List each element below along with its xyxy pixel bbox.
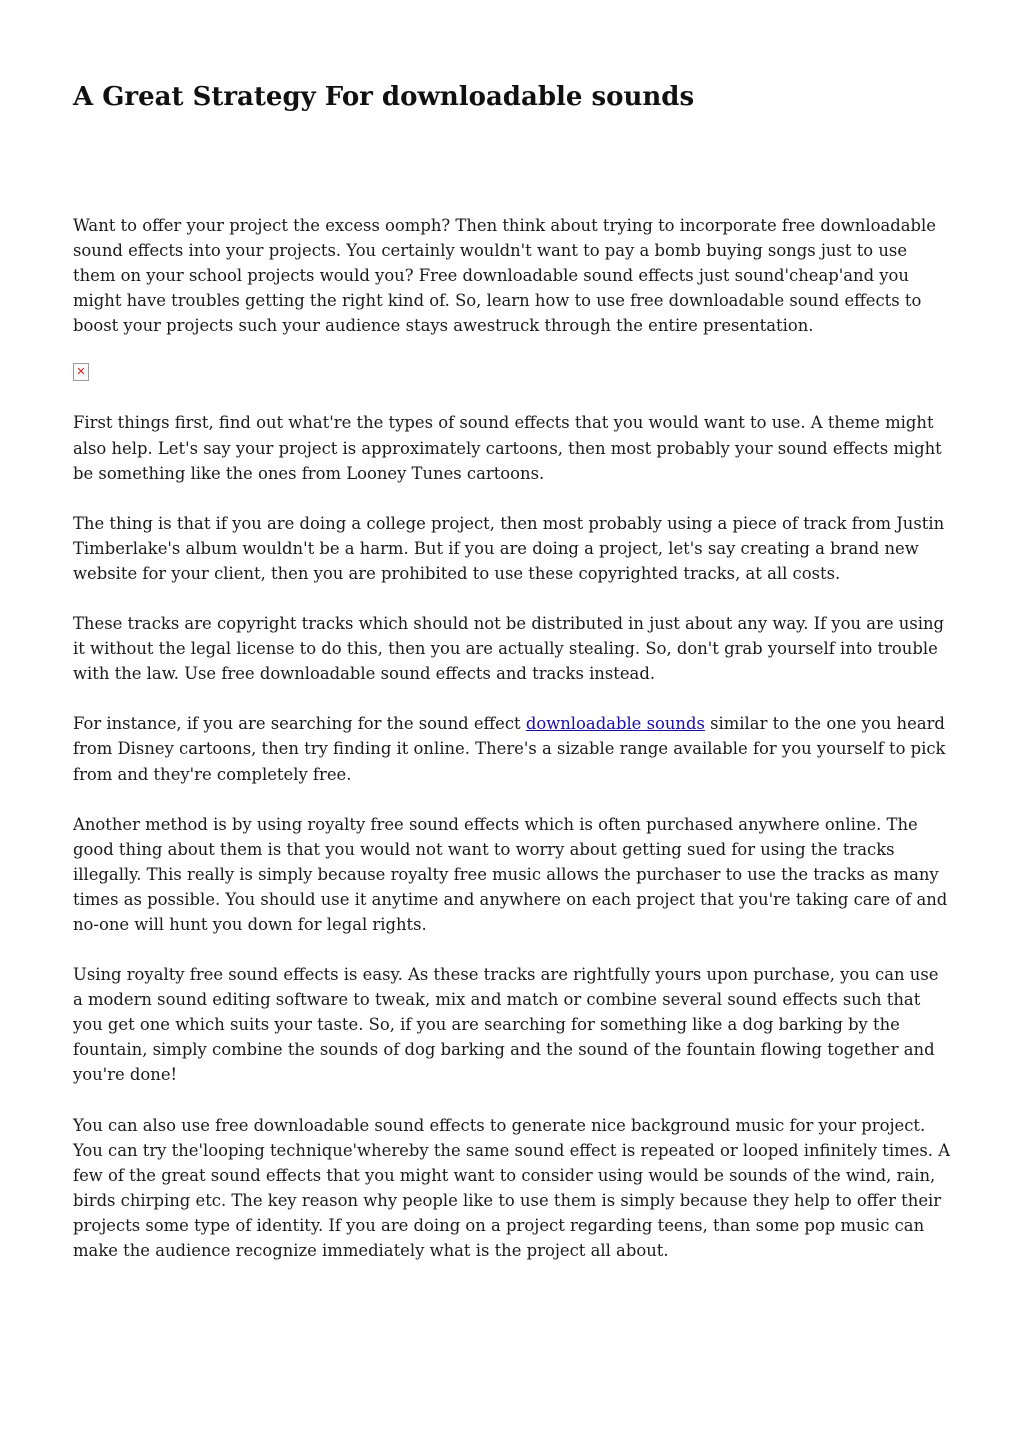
paragraph-background-music: You can also use free downloadable sound effects to generate nice background music for your project. You can try the'looping technique'whereby the same sound effect is repeated or looped infinitely times. A few of the great sound effects that you might want to consider using would be sounds of the wind, rain, birds chirping etc. The key reason why people like to use them is simply because they help to offer their projects some type of identity. If you are doing on a project regarding teens, than some pop music can make the audience recognize immediately what is the project all about. [73, 1115, 951, 1260]
paragraph-college-project: The thing is that if you are doing a college project, then most probably using a piece of track from Justin Timberlake's album wouldn't be a harm. But if you are doing a project, let's say creating a brand new website for your client, then you are prohibited to use these copyrighted tracks, at all costs. [73, 513, 945, 583]
paragraph-editing: Using royalty free sound effects is easy. As these tracks are rightfully yours upon purchase, you can use a modern sound editing software to tweak, mix and match or combine several sound effects such that you get one which suits your taste. So, if you are searching for something like a dog barking by the fountain, simply combine the sounds of dog barking and the sound of the fountain flowing together and you're done! [73, 965, 939, 1085]
paragraph-text-before-link: For instance, if you are searching for the sound effect [73, 714, 526, 734]
article-body [73, 213, 953, 1288]
paragraph-copyright: These tracks are copyright tracks which should not be distributed in just about any way. If you are using it without the legal license to do this, then you are actually stealing. So, don't grab yourself into trouble with the law. Use free downloadable sound effects and tracks instead. [73, 614, 945, 684]
downloadable-sounds-link[interactable]: downloadable sounds [525, 714, 705, 734]
paragraph-intro: Want to offer your project the excess oomph? Then think about trying to incorporate free downloadable sound effects into your projects. You certainly wouldn't want to pay a bomb buying songs just to use them on your school projects would you? Free downloadable sound effects just sound'cheap'and you might have troubles getting the right kind of. So, learn how to use free downloadable sound effects to boost your projects such your audience stays awestruck through the entire presentation. [73, 216, 936, 336]
broken-image-icon: ✕ [73, 363, 89, 381]
paragraph-disney-example [73, 711, 953, 786]
paragraph-sound-types: First things first, find out what're the types of sound effects that you would want to use. A theme might also help. Let's say your project is approximately cartoons, then most probably your sound effects might be something like the ones from Looney Tunes cartoons. [73, 413, 942, 483]
paragraph-royalty-free: Another method is by using royalty free sound effects which is often purchased anywhere online. The good thing about them is that you would not want to worry about getting sued for using the tracks illegally. This really is simply because royalty free music allows the purchaser to use the tracks as many times as possible. You should use it anytime and anywhere on each project that you're taking care of and no-one will hunt you down for legal rights. [73, 814, 948, 934]
broken-image-container [73, 363, 953, 384]
page-title: A Great Strategy For downloadable sounds [73, 82, 695, 112]
paragraph-text-after-link: similar to the one you heard from Disney cartoons, then try finding it online. There's a sizable range available for you yourself to pick from and they're completely free. [73, 714, 946, 784]
